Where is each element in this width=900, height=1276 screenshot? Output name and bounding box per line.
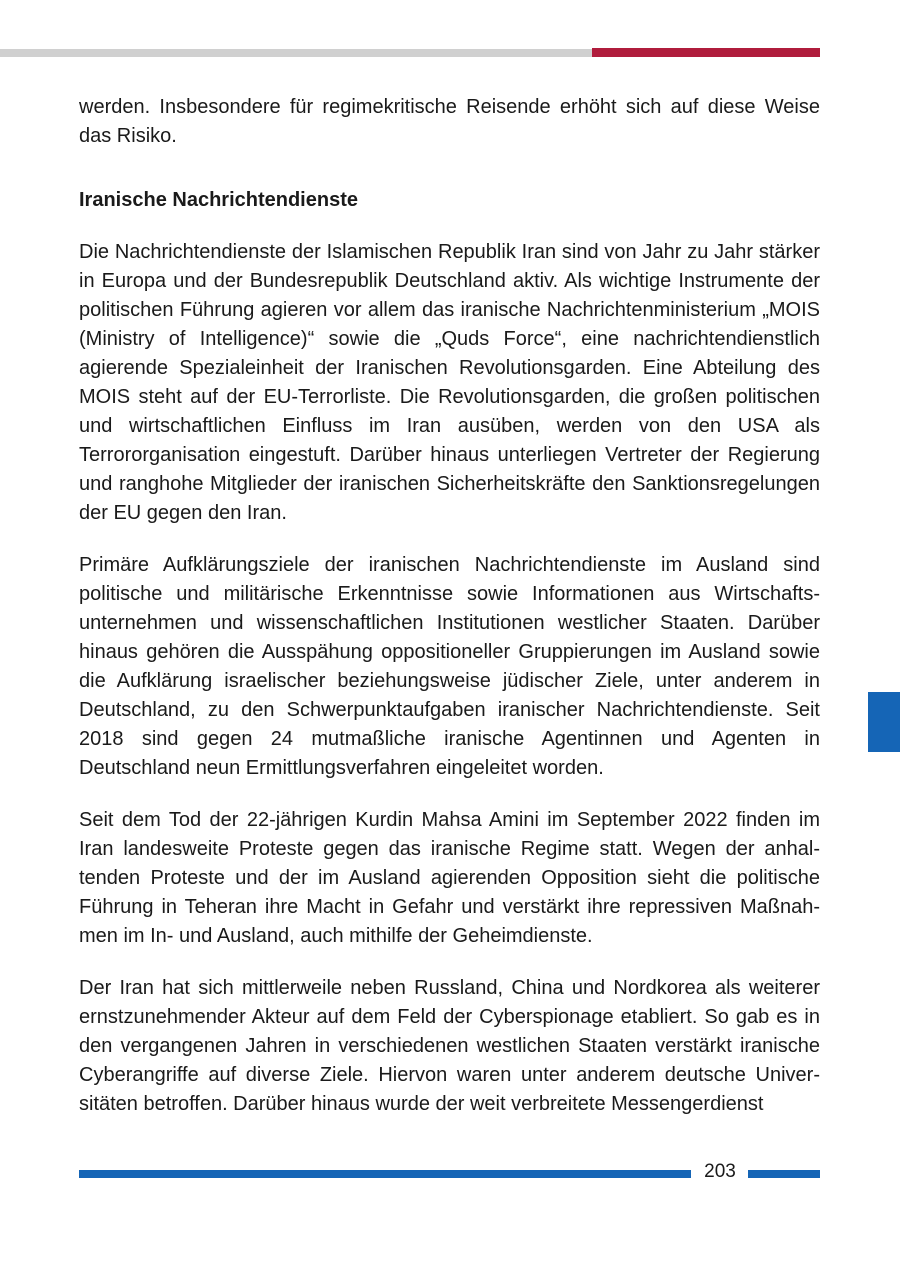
footer-rule-right [748,1170,820,1178]
chapter-tab-marker [868,692,900,752]
body-paragraph-1: Die Nachrichtendienste der Islamischen Republik Iran sind von Jahr zu Jahr stärker in Europa und der Bundesrepublik Deutschland aktiv. Als wichtige Instrumente der politischen Führung agieren vor allem das iranische Nachrichtenministerium „MOIS (Ministry of Intelligence)“ sowie die „Quds Force“, eine nachrichtendienstlich agierende Spezialeinheit der Iranischen Revolutionsgarden. Eine Abteilung des MOIS steht auf der EU-Terrorliste. Die Revolutionsgarden, die großen politischen und wirtschaftlichen Einfluss im Iran ausüben, werden von den USA als Terrororganisation eingestuft. Darüber hinaus unterliegen Vertreter der Regierung und ranghohe Mitglieder der iranischen Sicherheitskräfte den Sanktionsregelungen der EU gegen den Iran. [79,241,820,524]
page-number: 203 [704,1161,736,1182]
body-paragraph-3: Seit dem Tod der 22-jährigen Kurdin Mahsa Amini im September 2022 finden im Iran landesweite Proteste gegen das iranische Regime statt. Wegen der anhaltenden Proteste und der im Ausland agierenden Opposition sieht die politische Führung in Teheran ihre Macht in Gefahr und verstärkt ihre repressiven Maßnahmen im In- und Ausland, auch mithilfe der Geheimdienste. [79,809,820,947]
footer-rule-left [79,1170,691,1178]
body-paragraph-2: Primäre Aufklärungsziele der iranischen Nachrichtendienste im Ausland sind politische und militärische Erkenntnisse sowie Informationen aus Wirtschaftsunternehmen und wissenschaftlichen Institutionen westlicher Staaten. Darüber hinaus gehören die Ausspähung oppositioneller Gruppierungen im Ausland sowie die Aufklärung israelischer beziehungsweise jüdischer Ziele, unter anderem in Deutschland, zu den Schwerpunktaufgaben iranischer Nachrichtendienste. Seit 2018 sind gegen 24 mutmaßliche iranische Agentinnen und Agenten in Deutschland neun Ermittlungsverfahren eingeleitet worden. [79,554,820,779]
header-rule-red [592,48,820,57]
page-content [79,93,820,1142]
header-rule-gray [0,49,592,57]
section-heading: Iranische Nachrichtendienste [79,189,358,211]
intro-paragraph: werden. Insbesondere für regimekritische Reisende erhöht sich auf diese Weise das Risiko. [79,96,820,147]
body-paragraph-4: Der Iran hat sich mittlerweile neben Russland, China und Nordkorea als weiterer ernstzunehmender Akteur auf dem Feld der Cyberspionage etabliert. So gab es in den vergangenen Jahren in verschiedenen westlichen Staaten verstärkt iranische Cyberangriffe auf diverse Ziele. Hiervon waren unter anderem deutsche Universitäten betroffen. Darüber hinaus wurde der weit verbreitete Messengerdienst [79,977,820,1115]
